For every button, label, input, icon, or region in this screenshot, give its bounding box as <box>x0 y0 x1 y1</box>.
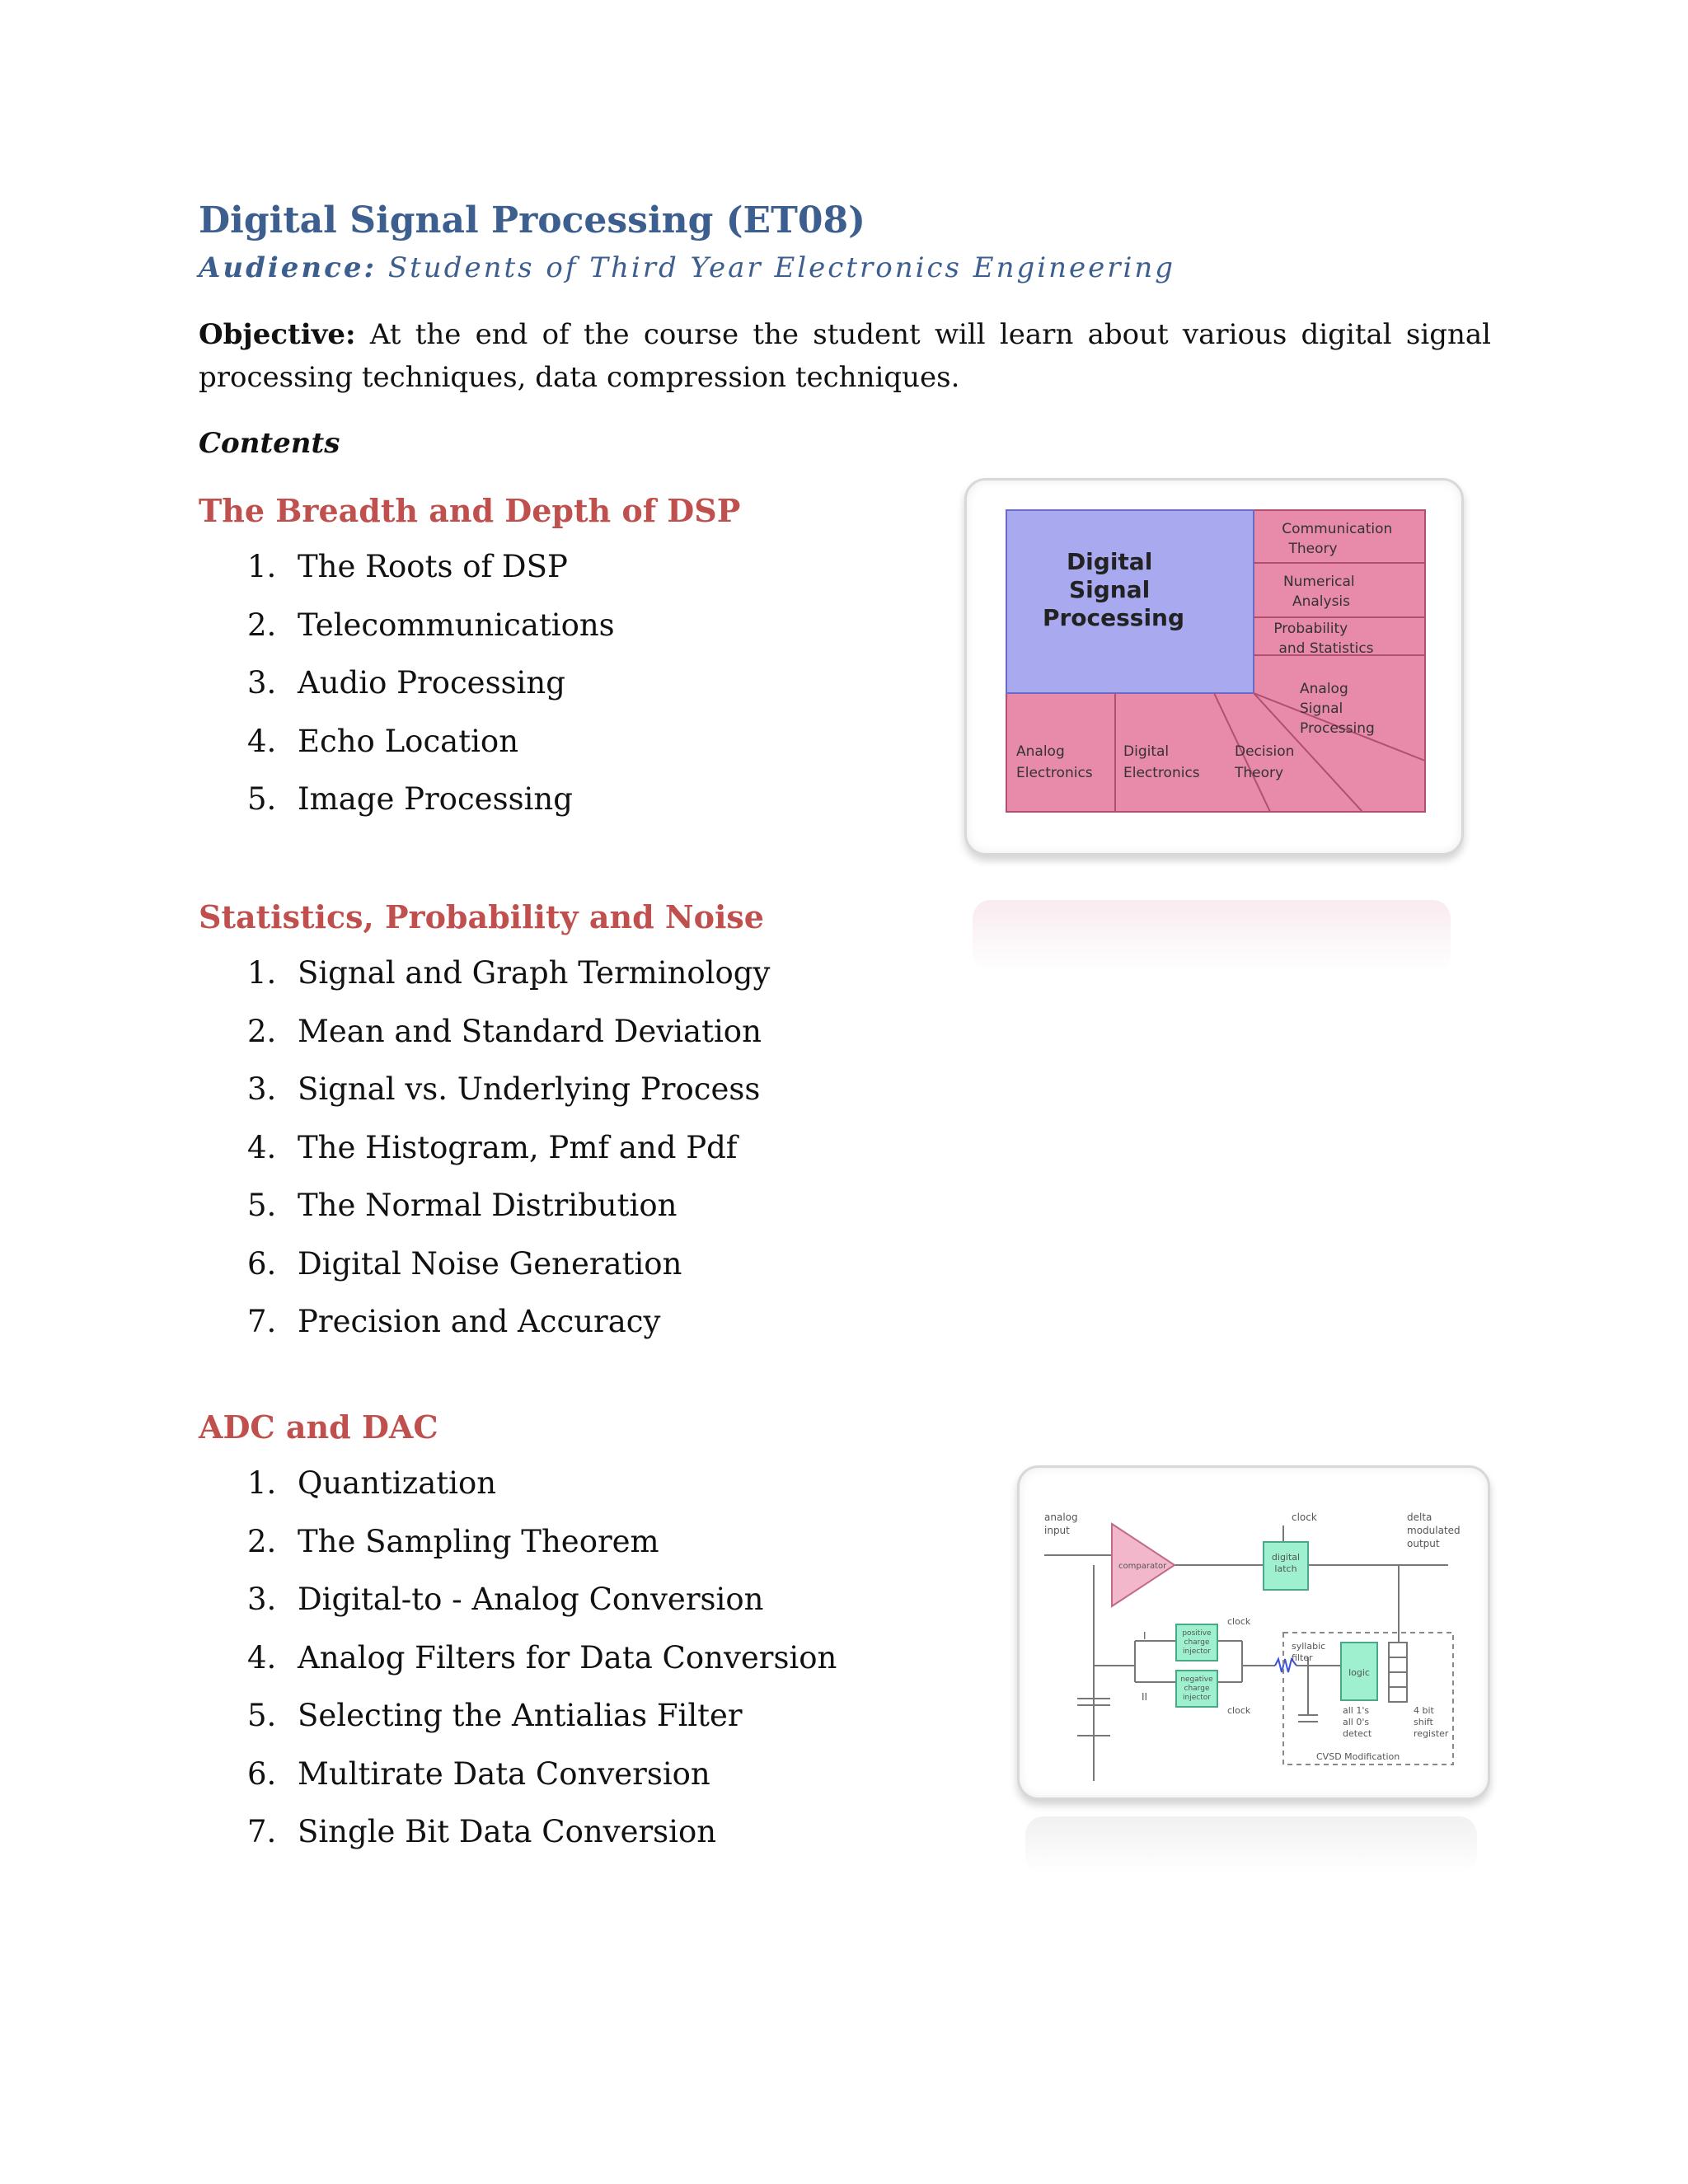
negative-injector-label: negative charge injector <box>1180 1675 1213 1702</box>
decision-theory-label: Decision Theory <box>1235 743 1295 781</box>
analog-electronics-label: Analog Electronics <box>1016 743 1093 781</box>
objective-text: At the end of the course the student will learn about various digital signal processing techniques, data compression techniques. <box>199 318 1492 394</box>
audience-text: Students of Third Year Electronics Engineering <box>387 251 1176 284</box>
positive-injector-label: positive charge injector <box>1182 1629 1212 1656</box>
delta-output-label: delta modulated output <box>1407 1511 1461 1549</box>
audience-label: Audience: <box>199 251 377 284</box>
shift-register-label: 4 bit shift register <box>1414 1705 1449 1739</box>
analog-signal-processing-label: Analog Signal Processing <box>1300 681 1375 737</box>
probability-statistics-label: Probability and Statistics <box>1273 621 1374 657</box>
communication-theory-label: Communication Theory <box>1282 521 1393 557</box>
section-heading-breadth-depth: The Breadth and Depth of DSP <box>199 492 741 529</box>
i-label: I <box>1143 1630 1146 1642</box>
digital-latch-label: digital latch <box>1271 1552 1301 1574</box>
digital-electronics-label: Digital Electronics <box>1123 743 1200 781</box>
clock-label-lower: clock <box>1227 1705 1251 1716</box>
page-title: Digital Signal Processing (ET08) <box>199 199 865 241</box>
section-heading-adc-dac: ADC and DAC <box>199 1408 438 1446</box>
cvsd-figure-reflection <box>1025 1816 1477 1874</box>
dsp-figure-reflection <box>973 900 1451 972</box>
clock-label-upper: clock <box>1227 1616 1251 1627</box>
logic-label: logic <box>1348 1667 1370 1678</box>
comparator-label: comparator <box>1118 1562 1167 1571</box>
ii-label: II <box>1142 1691 1148 1703</box>
dsp-center-label: Digital Signal Processing <box>1042 548 1185 631</box>
dsp-fields-figure <box>964 478 1464 855</box>
cvsd-circuit-figure <box>1017 1465 1490 1800</box>
objective-label: Objective: <box>199 318 356 351</box>
section-heading-statistics: Statistics, Probability and Noise <box>199 898 764 935</box>
numerical-analysis-label: Numerical Analysis <box>1282 574 1355 610</box>
dsp-fields-diagram <box>967 480 1461 853</box>
syllabic-filter-label: syllabic filter <box>1292 1641 1326 1663</box>
cvsd-circuit-diagram <box>1020 1468 1488 1797</box>
objective-paragraph <box>199 313 1491 399</box>
analog-input-label: analog input <box>1044 1511 1078 1536</box>
detect-label: all 1's all 0's detect <box>1343 1705 1372 1739</box>
cvsd-modification-label: CVSD Modification <box>1316 1751 1400 1762</box>
contents-label: Contents <box>199 427 340 460</box>
shift-register-cells <box>1389 1643 1407 1702</box>
clock-label-top: clock <box>1292 1511 1317 1523</box>
audience-line <box>199 247 1175 288</box>
